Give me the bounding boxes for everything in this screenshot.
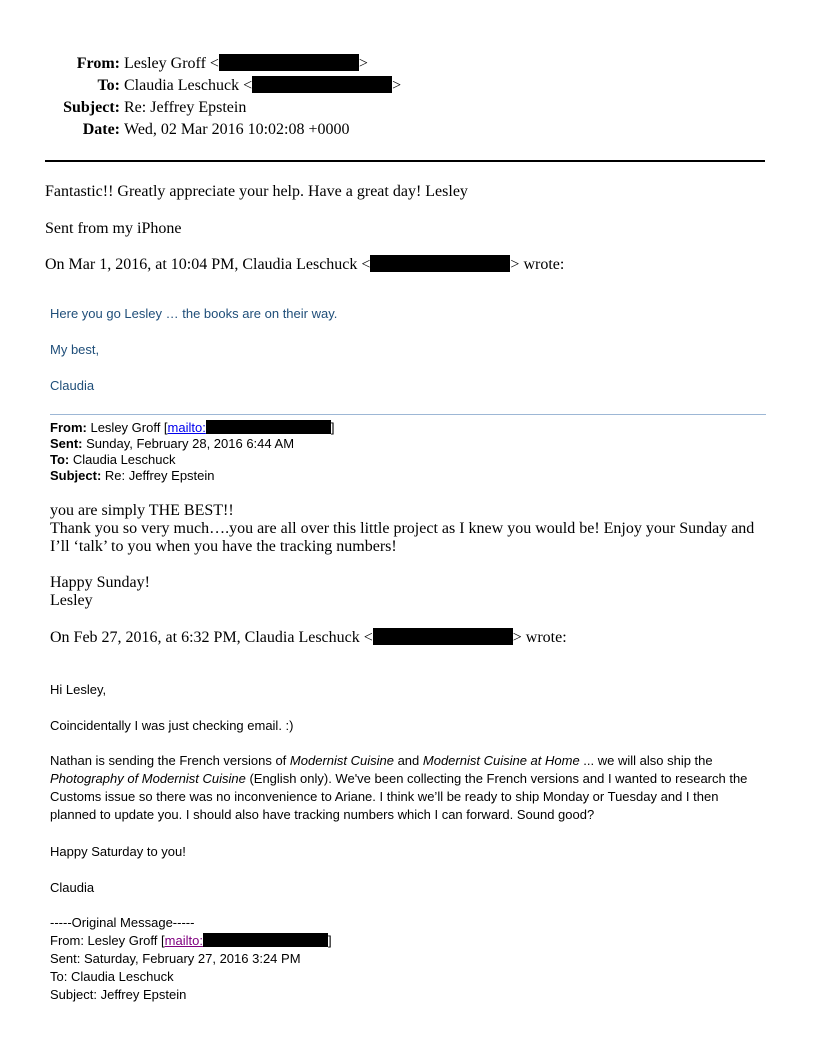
inner-sent-row: Sent: Sunday, February 28, 2016 6:44 AM bbox=[50, 436, 295, 451]
original-to: To: Claudia Leschuck bbox=[50, 969, 174, 984]
redacted-email bbox=[373, 628, 513, 645]
redacted-email bbox=[206, 420, 331, 434]
inner-to-row: To: Claudia Leschuck bbox=[50, 452, 176, 467]
lesley-closing bbox=[50, 574, 766, 610]
from-value: Lesley Groff < > bbox=[124, 55, 368, 72]
claudia2-p3: Happy Saturday to you! bbox=[50, 844, 186, 859]
lesley-line-4: Lesley bbox=[50, 592, 93, 609]
original-from: From: Lesley Groff [mailto: ] bbox=[50, 933, 332, 948]
reply-signature: Sent from my iPhone bbox=[45, 220, 182, 237]
reply-body: Fantastic!! Greatly appreciate your help. Have a great day! Lesley bbox=[45, 183, 468, 200]
quote-attribution: On Mar 1, 2016, at 10:04 PM, Claudia Leschuck < > wrote: bbox=[45, 256, 565, 273]
quote-attribution-2: On Feb 27, 2016, at 6:32 PM, Claudia Leschuck < > wrote: bbox=[50, 629, 567, 646]
header-divider bbox=[45, 160, 765, 162]
redacted-email bbox=[252, 76, 392, 93]
inner-subject-row: Subject: Re: Jeffrey Epstein bbox=[50, 468, 215, 483]
claudia-line-3: Claudia bbox=[50, 378, 95, 393]
from-label: From: bbox=[76, 55, 120, 72]
original-message bbox=[50, 914, 766, 1004]
redacted-email bbox=[203, 933, 328, 947]
lesley-message bbox=[50, 502, 766, 556]
date-value: Wed, 02 Mar 2016 10:02:08 +0000 bbox=[124, 121, 350, 138]
email-header bbox=[0, 53, 816, 141]
claudia-line-2: My best, bbox=[50, 342, 100, 357]
claudia2-p1: Coincidentally I was just checking email. :) bbox=[50, 718, 294, 733]
header-to-row bbox=[0, 75, 816, 97]
inner-from-row: From: Lesley Groff [mailto: ] bbox=[50, 420, 335, 435]
subject-label: Subject: bbox=[63, 99, 120, 116]
date-label: Date: bbox=[82, 121, 120, 138]
claudia2-p4: Claudia bbox=[50, 880, 95, 895]
lesley-line-2: Thank you so very much….you are all over this little project as I knew you would be! Enjoy your Sunday and I’ll ‘talk’ to you when you have the tracking numbers! bbox=[50, 520, 755, 555]
mailto-link[interactable]: mailto: bbox=[164, 933, 203, 948]
original-sent: Sent: Saturday, February 27, 2016 3:24 PM bbox=[50, 951, 301, 966]
claudia2-greeting: Hi Lesley, bbox=[50, 682, 107, 697]
lesley-line-3: Happy Sunday! bbox=[50, 574, 150, 591]
header-date-row bbox=[0, 119, 816, 141]
mailto-link[interactable]: mailto: bbox=[167, 420, 206, 435]
lesley-line-1: you are simply THE BEST!! bbox=[50, 502, 234, 519]
original-subject: Subject: Jeffrey Epstein bbox=[50, 987, 187, 1002]
redacted-email bbox=[370, 255, 510, 272]
quote-divider bbox=[50, 414, 766, 415]
redacted-email bbox=[219, 54, 359, 71]
to-value: Claudia Leschuck < > bbox=[124, 77, 402, 94]
subject-value: Re: Jeffrey Epstein bbox=[124, 99, 247, 116]
claudia-line-1: Here you go Lesley … the books are on their way. bbox=[50, 306, 338, 321]
header-from-row bbox=[0, 53, 816, 75]
header-subject-row bbox=[0, 97, 816, 119]
inner-header bbox=[50, 420, 334, 484]
original-marker: -----Original Message----- bbox=[50, 915, 195, 930]
to-label: To: bbox=[97, 77, 120, 94]
claudia2-p2: Nathan is sending the French versions of Modernist Cuisine and Modernist Cuisine at Home ... we will also ship the Photography of Modernist Cuisine (English only). We've been collecting the French versions and I wanted to research the Customs issue so there was no inconvenience to Ariane. I think we’ll be ready to ship Monday or Tuesday and I then planned to update you. I should also have tracking numbers which I can forward. Sound good? bbox=[50, 753, 748, 822]
